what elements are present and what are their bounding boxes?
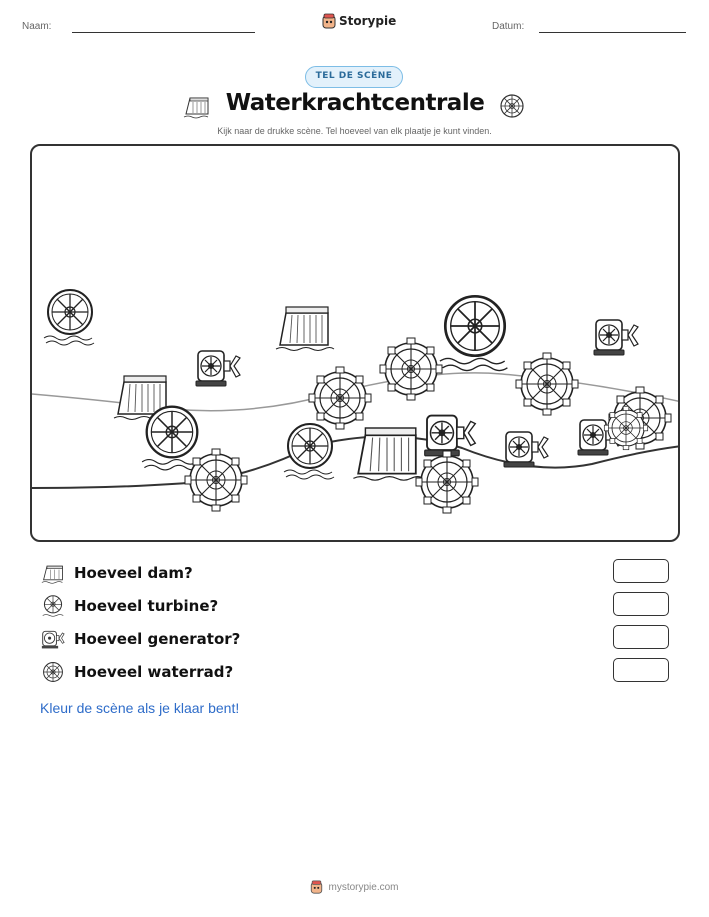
name-line[interactable] [72, 32, 255, 33]
scene-turbine [440, 296, 508, 370]
page-title: Waterkrachtcentrale [225, 90, 485, 116]
name-label: Naam: [22, 21, 52, 32]
generator-icon [40, 627, 66, 651]
question-generator [40, 626, 240, 652]
question-turbine [40, 593, 218, 619]
scene-generator [594, 320, 638, 355]
scene-waterrad [604, 406, 647, 449]
activity-badge: TEL DE SCÈNE [305, 66, 403, 88]
question-label: Hoeveel turbine? [74, 597, 219, 615]
scene-dam [353, 428, 423, 480]
question-dam [40, 560, 193, 586]
answer-box-generator[interactable] [613, 625, 669, 649]
footer [0, 880, 709, 894]
storypie-mascot-icon [322, 13, 336, 29]
question-label: Hoeveel waterrad? [74, 663, 234, 681]
question-label: Hoeveel dam? [74, 564, 193, 582]
date-label: Datum: [492, 21, 525, 32]
counting-scene [30, 144, 680, 542]
dam-icon [40, 561, 66, 585]
scene-waterrad [309, 367, 371, 429]
question-label: Hoeveel generator? [74, 630, 241, 648]
dam-icon [182, 92, 212, 120]
scene-waterrad [185, 449, 247, 511]
waterrad-icon [40, 660, 66, 684]
storypie-mascot-icon [310, 880, 323, 894]
brand-logo [322, 13, 396, 29]
scene-waterrad [516, 353, 578, 415]
waterrad-icon [497, 92, 527, 120]
scene-dam [276, 307, 334, 351]
scene-waterrad [380, 338, 442, 400]
scene-turbine [284, 424, 334, 479]
scene-artwork [32, 146, 680, 542]
turbine-icon [40, 594, 66, 618]
answer-box-turbine[interactable] [613, 592, 669, 616]
coloring-instruction: Kleur de scène als je klaar bent! [40, 700, 240, 716]
scene-generator [196, 351, 240, 386]
answer-box-dam[interactable] [613, 559, 669, 583]
question-waterrad [40, 659, 233, 685]
scene-turbine [142, 407, 200, 470]
instructions: Kijk naar de drukke scène. Tel hoeveel van elk plaatje je kunt vinden. [217, 126, 492, 136]
scene-generator [504, 432, 548, 467]
date-line[interactable] [539, 32, 686, 33]
scene-waterrad [416, 451, 478, 513]
answer-box-waterrad[interactable] [613, 658, 669, 682]
footer-url[interactable]: mystorypie.com [328, 881, 399, 893]
brand-name: Storypie [339, 14, 397, 28]
scene-turbine [44, 290, 94, 345]
